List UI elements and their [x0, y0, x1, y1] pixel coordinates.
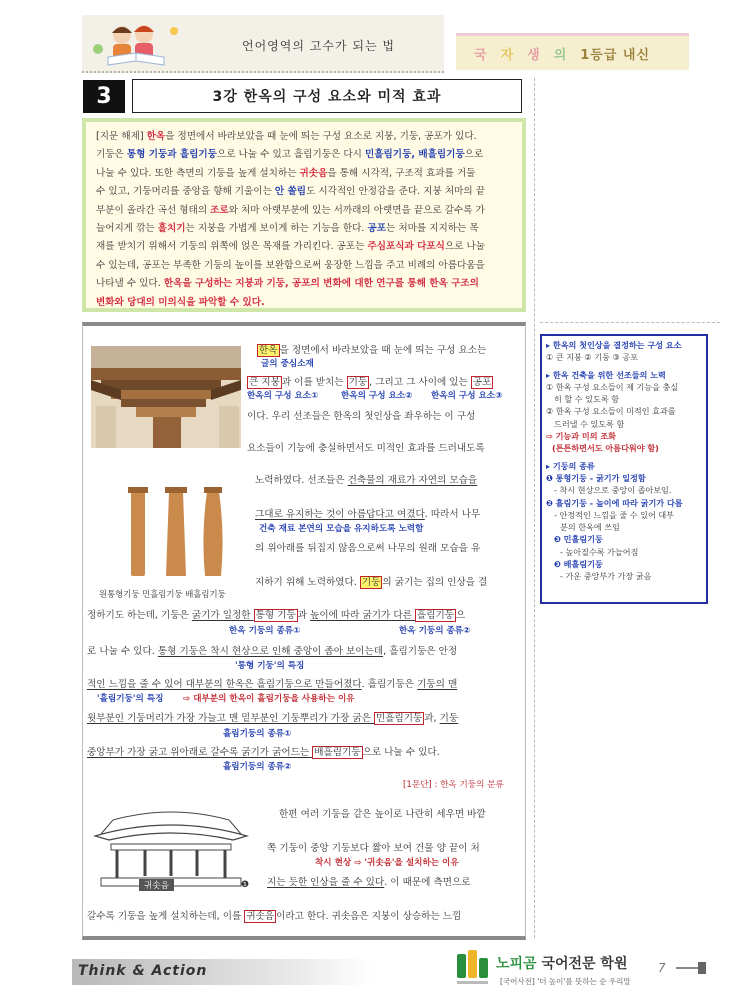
summary-line	[96, 220, 512, 238]
paragraph-tag: [1문단] : 한옥 기둥의 분류	[403, 780, 504, 790]
summary-line	[96, 183, 512, 201]
underlined-text: 굵기가 일정한	[191, 610, 254, 621]
passage-text: 로 나눌 수 있다.	[87, 646, 158, 657]
notes-divider	[540, 322, 720, 323]
notes-item: - 높아질수록 가늘어짐	[560, 546, 639, 557]
passage-line	[255, 506, 480, 520]
summary-line	[96, 146, 512, 164]
annotation: 한옥의 구성 요소①	[247, 391, 319, 401]
passage-text: , 그리고 그 사이에 있는	[369, 377, 471, 388]
keyword-hanok: 한옥	[259, 345, 278, 356]
notes-item: ① 큰 지붕 ② 기둥 ③ 공포	[546, 352, 638, 363]
passage-line	[87, 676, 457, 690]
passage-text: 으	[456, 610, 466, 621]
passage-text: 과 이를 받치는	[281, 377, 347, 388]
passage-text: 으로 나눌 수 있다.	[362, 747, 440, 758]
grade-badge	[456, 33, 689, 70]
passage-line	[257, 342, 486, 356]
summary-line	[96, 257, 512, 275]
passage-line	[247, 374, 493, 388]
academy-name-brand: 노피곰	[496, 956, 537, 972]
passage-line: 쪽 기둥이 중앙 기둥보다 짧아 보여 건물 양 끝이 처	[267, 843, 480, 854]
annotation: '통형 기둥'의 특징	[235, 661, 305, 671]
gwisoseum-label: 귀솟음	[139, 879, 174, 891]
summary-keyword: 통형 기둥과 흘림기둥	[126, 149, 217, 161]
underlined-text: 통형 기둥은 착시 현상으로 인해 중앙이 좁아 보이는데	[157, 646, 384, 657]
summary-text: 나타낼 수 있다.	[96, 278, 164, 290]
passage-text: 의 굵기는 집의 인상을 결	[382, 577, 488, 588]
summary-text: 을 정면에서 바라보았을 때 눈에 띄는 구성 요소로 지붕, 기둥, 공포가 있다.	[165, 131, 477, 142]
keyword-gwisoseum: 귀솟음	[246, 911, 275, 922]
underlined-text: 윗부분인 기둥머리가 가장 가늘고 맨 밑부분인 기둥뿌리가 가장 굵은	[87, 713, 374, 724]
notes-item: 히 할 수 있도록 함	[554, 394, 620, 405]
summary-keyword: 한옥을 구성하는 지붕과 기둥, 공포의 변화에 대한 연구를 통해 한옥 구조의	[163, 278, 479, 290]
passage-text: , 흘림기둥은 안정	[383, 646, 458, 657]
underlined-text: 기둥의 맨	[417, 679, 458, 690]
annotation: 건축 재료 본연의 모습을 유지하도록 노력함	[259, 524, 424, 534]
passage-text: . 이 때문에 측면으로	[384, 877, 471, 888]
lesson-title: 3강 한옥의 구성 요소와 미적 효과	[132, 79, 522, 113]
grade-label: 1등급 내신	[580, 47, 651, 63]
notes-box	[540, 334, 708, 604]
columns-caption: 원통형기둥 민흘림기둥 배흘림기둥	[99, 589, 226, 599]
annotation: 한옥의 구성 요소②	[341, 391, 413, 401]
passage-line: 의 위아래를 뒤집지 않음으로써 나무의 원래 모습을 유	[255, 543, 481, 554]
academy-subtitle: [국어사전] '더 높이'를 뜻하는 순 우리말	[500, 977, 631, 986]
summary-text: 기둥은	[96, 149, 127, 161]
summary-keyword: 민흘림기둥, 배흘림기둥	[365, 149, 465, 161]
grade-char: 자	[500, 47, 514, 63]
summary-text: 으로	[464, 149, 484, 161]
passage-text: 노력하였다. 선조들은	[255, 475, 348, 486]
passage-line	[255, 574, 487, 588]
underlined-text: 높이에 따라 굵기가 다른	[310, 610, 415, 621]
summary-keyword: 조로	[210, 204, 229, 216]
passage-line	[267, 874, 471, 888]
passage-line	[87, 908, 461, 922]
keyword-heullim: 흘림기둥	[416, 610, 454, 621]
notes-item: - 안정적인 느낌을 줄 수 있어 대부	[554, 509, 674, 520]
summary-keyword: 주심포식과 다포식	[367, 241, 445, 253]
keyword-column: 기둥	[348, 377, 368, 388]
underlined-text: 건축물의 재료가 자연의 모습을	[347, 475, 478, 486]
passage-text: . 따라서 나무	[424, 509, 481, 520]
summary-keyword: 공포	[367, 223, 387, 235]
summary-text: 나눌 수 있다. 또한 측면의 기둥을 높게 설치하는	[96, 167, 300, 179]
summary-line	[96, 238, 512, 256]
underlined-text: 그대로 유지하는 것이 아름답다고 여겼다	[255, 509, 425, 520]
page-marker-icon	[676, 962, 706, 974]
passage-text: 과	[297, 610, 311, 621]
annotation: 흘림기둥의 종류①	[223, 729, 292, 739]
notes-item: ⇨ 기능과 미의 조화	[546, 431, 616, 442]
annotation: 한옥의 구성 요소③	[431, 391, 503, 401]
summary-line	[96, 202, 512, 220]
keyword-gongpo: 공포	[472, 377, 492, 388]
summary-text: 와 처마 아랫부분에 있는 서까래의 아랫면을 끝으로 갈수록 가	[228, 204, 485, 216]
passage-text: 과,	[424, 713, 440, 724]
underlined-text: 기둥	[439, 713, 459, 724]
passage-text: 정하기도 하는데, 기둥은	[87, 610, 192, 621]
academy-name-suffix: 국어전문 학원	[536, 956, 628, 972]
notes-item: ① 한옥 구성 요소들이 제 기능을 충실	[546, 381, 679, 392]
column-divider	[534, 78, 535, 938]
summary-line	[96, 128, 512, 146]
passage-text: 갈수록 기둥을 높게 설치하는데, 이를	[87, 911, 245, 922]
header-banner	[82, 15, 444, 73]
summary-text: 늘어지게 깎는	[96, 223, 158, 235]
summary-line	[96, 275, 512, 293]
notes-item: 드러낼 수 있도록 함	[554, 418, 625, 429]
notes-item: - 착시 현상으로 중앙이 좁아보임.	[554, 485, 672, 496]
notes-item: - 가운 중앙부가 가장 굵음	[560, 571, 652, 582]
academy-name	[496, 953, 627, 973]
summary-text: 을 통해 시각적, 구조적 효과를 거둘	[327, 167, 476, 179]
notes-item: ❷ 흘림기둥 - 높이에 따라 굵기가 다름	[546, 497, 683, 508]
annotation: '흘림기둥'의 특징	[97, 694, 164, 704]
underlined-text: 중앙부가 가장 굵고 위아래로 갈수록 굵기가 굵어드는	[87, 747, 313, 758]
summary-line	[96, 165, 512, 183]
column-types-illustration	[125, 484, 235, 584]
summary-text: 으로 나눌	[444, 241, 486, 253]
notes-item: ❸ 배흘림기둥	[554, 559, 603, 570]
series-title: 언어영역의 고수가 되는 법	[242, 39, 395, 53]
annotation: 한옥 기둥의 종류①	[229, 626, 301, 636]
annotation: 한옥 기둥의 종류②	[399, 626, 471, 636]
summary-keyword: 귀솟음	[299, 167, 328, 179]
summary-text: [지문 해제]	[96, 131, 147, 142]
summary-text: 재를 받치기 위해서 기둥의 위쪽에 얹은 목재를 가리킨다. 공포는	[96, 241, 368, 253]
main-passage-area	[82, 322, 526, 940]
notes-item: (튼튼하면서도 아름다워야 함)	[552, 443, 659, 454]
summary-keyword: 안 쏠림	[274, 186, 307, 198]
passage-text: 지하기 위해 노력하였다.	[255, 577, 360, 588]
summary-keyword: 변화와 당대의 미의식을 파악할 수 있다.	[96, 296, 265, 308]
grade-char: 의	[553, 47, 567, 63]
annotation: 글의 중심소재	[261, 359, 314, 369]
passage-line: 이다. 우리 선조들은 한옥의 첫인상을 좌우하는 이 구성	[247, 411, 476, 422]
passage-line	[87, 643, 457, 657]
passage-text: 이라고 한다. 귀솟음은 지붕이 상승하는 느낌	[276, 911, 462, 922]
summary-text: 는 지붕을 가볍게 보이게 하는 기능을 한다.	[185, 223, 368, 235]
keyword-column: 기둥	[361, 577, 381, 588]
summary-text: 부분이 올라간 곡선 형태의	[96, 204, 211, 216]
passage-text: . 흘림기둥은	[361, 679, 418, 690]
summary-text: 으로 나눌 수 있고 흘림기둥은 다시	[216, 149, 365, 161]
notes-item: ❶ 통형기둥 - 굵기가 일정함	[546, 472, 646, 483]
passage-line	[87, 744, 440, 758]
underlined-text: 적인 느낌을 줄 수 있어 대부분의 한옥은 흘림기둥으로 만들어졌다	[87, 679, 362, 690]
keyword-roof: 큰 지붕	[249, 377, 280, 388]
notes-item: ❸ 민흘림기둥	[554, 534, 603, 545]
summary-text: 수 있는데, 공포는 부족한 기둥의 높이를 보완함으로써 웅장한 느낌을 주고 비례의 아름다움을	[96, 259, 485, 271]
summary-box	[82, 118, 526, 312]
passage-line	[255, 472, 477, 486]
page-number: 7	[658, 961, 666, 975]
notes-heading: ▸ 기둥의 종류	[546, 460, 595, 471]
annotation: ⇨ 대부분의 한옥이 흘림기둥을 사용하는 이유	[183, 694, 355, 704]
annotation: 흘림기둥의 종류②	[223, 762, 292, 772]
footer-brand: Think & Action	[78, 963, 208, 979]
annotation: 착시 현상 ⇨ '귀솟음'을 설치하는 이유	[315, 858, 459, 868]
keyword-minheullim: 민흘림기둥	[375, 713, 423, 724]
notes-heading: ▸ 한옥 건축을 위한 선조들의 노력	[546, 369, 666, 380]
summary-text: 수 있고, 기둥머리를 중앙을 향해 기울이는	[96, 186, 275, 198]
passage-line: 한편 여러 기둥을 같은 높이로 나란히 세우면 바깥	[279, 809, 486, 820]
summary-keyword: 한옥	[146, 131, 166, 142]
passage-line: 요소들이 기능에 충실하면서도 미적인 효과를 드러내도록	[247, 443, 485, 454]
notes-item: ② 한옥 구성 요소들이 미적인 효과를	[546, 406, 676, 417]
passage-line	[87, 607, 465, 621]
summary-keyword: 흘치기	[157, 223, 186, 235]
summary-text: 는 처마를 지지하는 목	[386, 223, 479, 235]
passage-text: 을 정면에서 바라보았을 때 눈에 띄는 구성 요소는	[279, 345, 487, 356]
reading-children-illustration	[88, 19, 184, 71]
notes-item: 분의 한옥에 쓰임	[560, 522, 620, 533]
grade-char: 국	[474, 47, 487, 63]
roof-bracket-photo	[91, 346, 241, 448]
lesson-number: 3	[83, 80, 125, 113]
academy-logo-icon	[455, 948, 493, 988]
summary-text: 도 시각적인 안정감을 준다. 지붕 처마의 끝	[306, 186, 485, 198]
notes-heading: ▸ 한옥의 첫인상을 결정하는 구성 요소	[546, 340, 682, 350]
figure-number: ❶	[241, 880, 250, 890]
underlined-text: 지는 듯한 인상을 줄 수 있다	[267, 877, 385, 888]
passage-line	[87, 710, 458, 724]
grade-char: 생	[527, 47, 540, 63]
keyword-baeheullim: 배흘림기둥	[314, 747, 361, 758]
keyword-tonghyeong: 통형 기둥	[255, 610, 296, 621]
summary-line	[96, 294, 512, 312]
